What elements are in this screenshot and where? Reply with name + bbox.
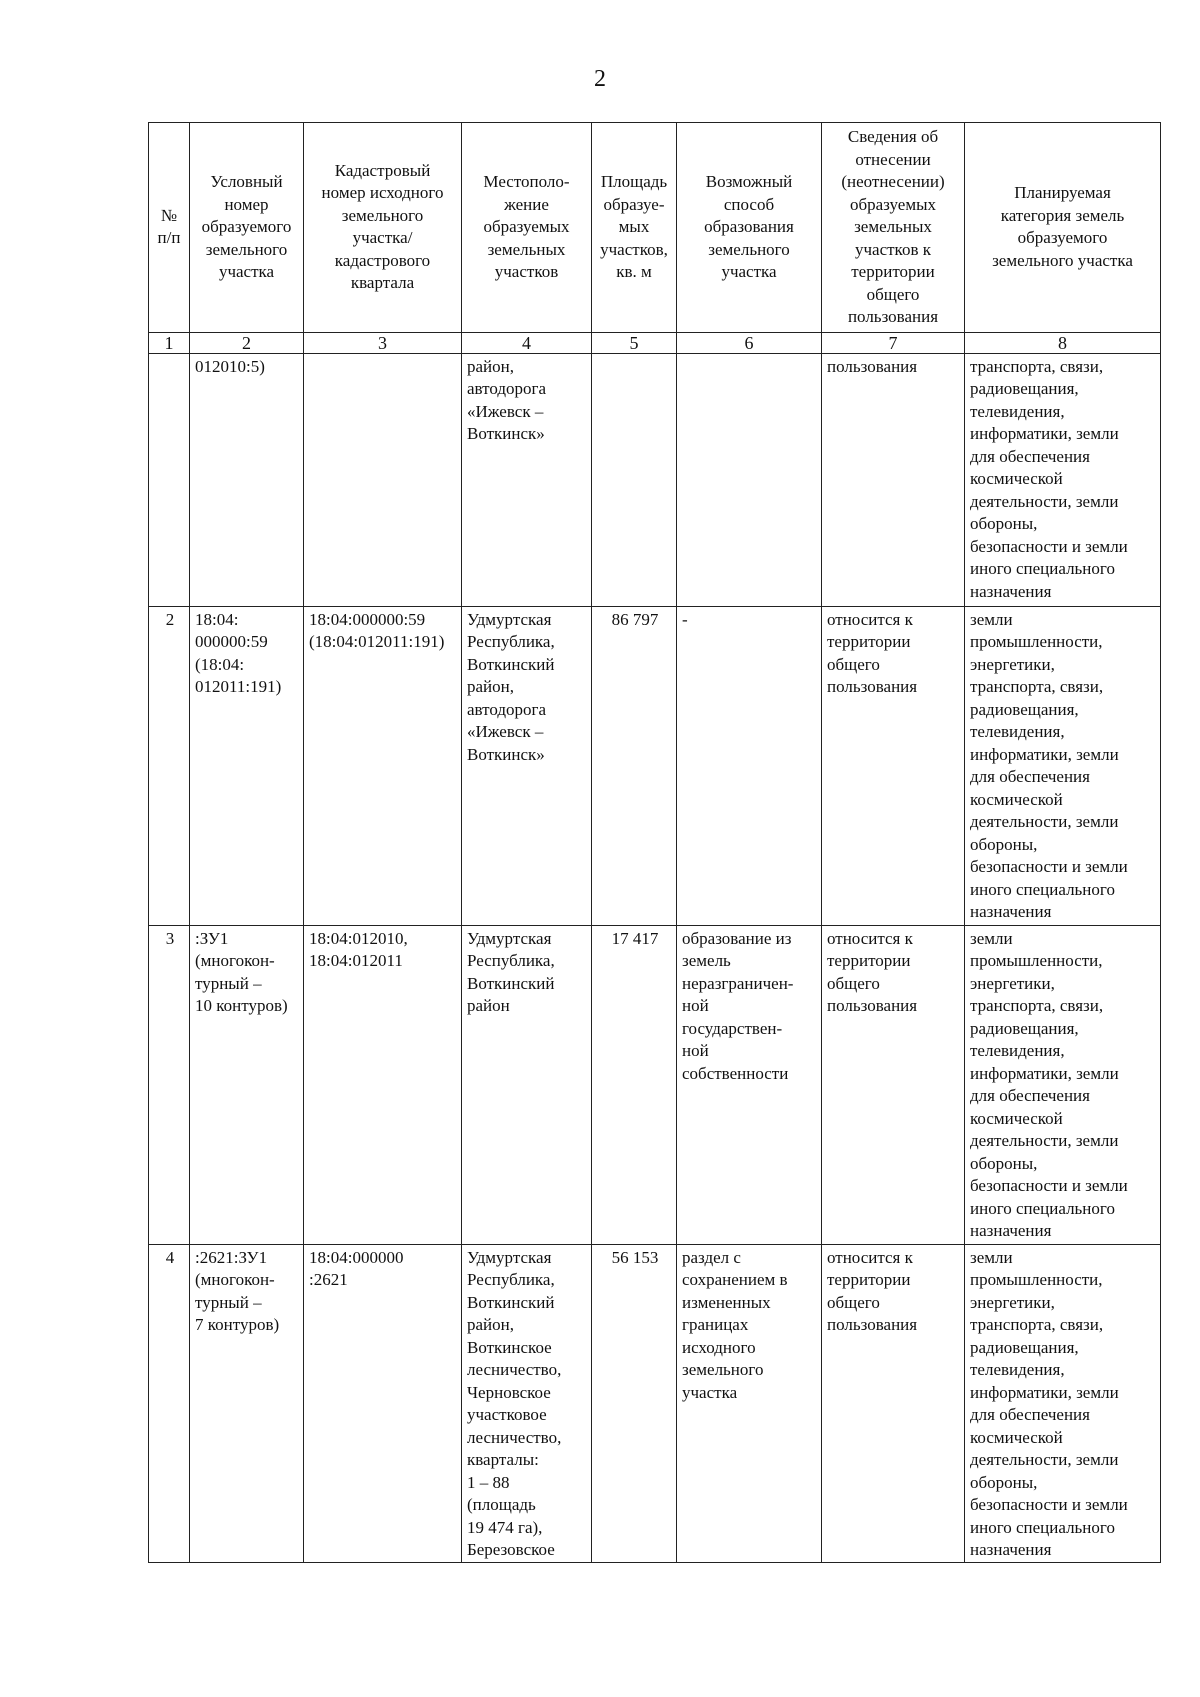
cell-text-line: участков к: [854, 239, 931, 259]
cell-text-line: территории: [851, 262, 935, 281]
cell-text-line: радиовещания,: [970, 379, 1079, 398]
cell-land-category: [965, 1244, 1161, 1562]
cell-text-line: иного специального: [970, 1517, 1115, 1537]
cell-text-line: кв. м: [616, 262, 652, 281]
column-number: 2: [190, 332, 304, 353]
cell-index: [149, 606, 190, 925]
cell-text-line: п/п: [157, 228, 181, 248]
cell-text-line: автодорога: [467, 699, 547, 719]
cell-text-line: образуемых: [849, 194, 937, 214]
cell-text-line: территории: [827, 951, 911, 970]
cell-text-line: энергетики,: [970, 654, 1055, 674]
cell-text-line: Кадастровый: [334, 160, 431, 180]
cell-text-line: 18:04:012011: [309, 951, 403, 970]
cell-text-line: (многокон-: [195, 951, 275, 970]
cell-text-line: территории: [827, 632, 911, 651]
cell-text-line: телевидения,: [970, 401, 1065, 421]
cell-text-line: назначения: [970, 1540, 1052, 1559]
cell-text-line: 18:04:000000:59: [309, 609, 426, 629]
cell-text-line: назначения: [970, 581, 1052, 601]
cell-text-line: земельных: [487, 239, 566, 259]
cell-text-line: участка/: [352, 228, 413, 248]
column-number: 6: [677, 332, 822, 353]
cell-text-line: (площадь: [467, 1495, 536, 1514]
cell-text-line: космической: [970, 1427, 1063, 1447]
cell-text-line: способ: [723, 194, 775, 214]
cell-text-line: для обеспечения: [970, 1086, 1090, 1105]
cell-text-line: (18:04:012011:191): [309, 632, 445, 651]
cell-text-line: 1 – 88: [467, 1472, 510, 1492]
cell-text-line: «Ижевск –: [467, 401, 544, 421]
cell-text-line: земли: [970, 1247, 1013, 1267]
cell-text-line: 18:04:012010,: [309, 928, 408, 948]
cell-text-line: общего: [827, 973, 880, 993]
cell-text-line: кварталы:: [467, 1450, 539, 1469]
cell-index: [149, 925, 190, 1244]
cell-text-line: радиовещания,: [970, 699, 1079, 719]
cell-text-line: 4: [165, 1247, 175, 1267]
cell-text-line: район,: [467, 1315, 514, 1334]
cell-text-line: для обеспечения: [970, 1405, 1090, 1424]
cell-text-line: телевидения,: [970, 1360, 1065, 1379]
cell-public-use: [822, 925, 965, 1244]
cell-text-line: назначения: [970, 1221, 1052, 1240]
column-number: 4: [462, 332, 592, 353]
cell-text-line: 17 417: [611, 928, 659, 948]
cell-text-line: промышленности,: [970, 1270, 1103, 1289]
header-cell-location: [462, 123, 592, 333]
header-row: [149, 123, 1161, 333]
cell-text-line: 19 474 га),: [467, 1517, 543, 1537]
cell-text-line: транспорта, связи,: [970, 677, 1104, 696]
page-number: 2: [594, 66, 606, 92]
cell-text-line: обороны,: [970, 1153, 1038, 1173]
cell-text-line: безопасности и земли: [970, 1176, 1128, 1195]
cell-text-line: 012010:5): [195, 356, 265, 376]
cell-location: [462, 353, 592, 606]
cell-text-line: «Ижевск –: [467, 722, 544, 741]
cell-text-line: район: [467, 996, 510, 1015]
cell-area: [592, 606, 677, 925]
cell-text-line: земельного: [682, 1360, 764, 1379]
cell-area: [592, 925, 677, 1244]
cell-text-line: космической: [970, 1108, 1063, 1128]
cell-text-line: 18:04:: [195, 609, 239, 629]
cell-text-line: участка: [218, 262, 275, 281]
cell-text-line: земли: [970, 928, 1013, 948]
cell-text-line: квартала: [350, 273, 415, 293]
cell-text-line: транспорта, связи,: [970, 356, 1104, 376]
cell-text-line: земель: [682, 951, 731, 970]
cell-text-line: информатики, земли: [970, 1063, 1119, 1083]
cell-text-line: Удмуртская: [467, 609, 552, 629]
cell-text-line: -: [682, 609, 688, 629]
cell-cadastral-number: [304, 606, 462, 925]
cell-text-line: номер исходного: [321, 183, 444, 203]
header-cell-plot-number: [190, 123, 304, 333]
cell-text-line: Площадь: [600, 172, 668, 191]
cell-text-line: (многокон-: [195, 1270, 275, 1289]
cell-text-line: пользования: [827, 356, 918, 376]
cell-text-line: космической: [970, 789, 1063, 809]
cell-text-line: иного специального: [970, 1198, 1115, 1218]
cell-text-line: образование из: [682, 928, 792, 948]
cell-text-line: исходного: [682, 1337, 756, 1357]
cell-text-line: Республика,: [467, 1270, 555, 1289]
cell-text-line: турный –: [195, 1292, 262, 1312]
cell-text-line: телевидения,: [970, 1041, 1065, 1060]
cell-text-line: лесничество,: [467, 1427, 562, 1447]
cell-text-line: 86 797: [611, 609, 659, 629]
cell-text-line: Воткинское: [467, 1337, 552, 1357]
cell-plot-number: [190, 925, 304, 1244]
cell-land-category: [965, 353, 1161, 606]
cell-text-line: раздел с: [682, 1247, 741, 1267]
cell-text-line: деятельности, земли: [970, 812, 1119, 831]
cell-text-line: радиовещания,: [970, 1337, 1079, 1357]
column-number-row: [149, 332, 1161, 353]
column-number: 5: [592, 332, 677, 353]
cell-text-line: участка: [682, 1382, 738, 1402]
cell-text-line: (неотнесении): [841, 172, 945, 191]
cell-text-line: территории: [827, 1270, 911, 1289]
cell-text-line: деятельности, земли: [970, 1131, 1119, 1150]
cell-public-use: [822, 353, 965, 606]
cell-text-line: Удмуртская: [467, 928, 552, 948]
cell-text-line: образуемого: [201, 217, 292, 236]
cell-text-line: категория земель: [1000, 205, 1125, 225]
cell-text-line: относится к: [827, 609, 913, 629]
cell-text-line: Возможный: [705, 172, 793, 191]
cell-text-line: общего: [827, 654, 880, 674]
cell-text-line: автодорога: [467, 379, 547, 398]
cell-text-line: турный –: [195, 973, 262, 993]
land-plots-table: [148, 122, 1161, 1563]
cell-text-line: транспорта, связи,: [970, 996, 1104, 1015]
cell-text-line: номер: [224, 194, 269, 214]
cell-formation-method: [677, 606, 822, 925]
cell-text-line: деятельности, земли: [970, 491, 1119, 511]
cell-text-line: пользования: [827, 1315, 918, 1334]
cell-text-line: земельного: [341, 205, 424, 225]
cell-text-line: 56 153: [611, 1247, 659, 1267]
cell-text-line: государствен-: [682, 1018, 783, 1038]
cell-text-line: отнесении: [855, 149, 931, 169]
cell-text-line: 7 контуров): [195, 1315, 280, 1334]
cell-text-line: Черновское: [467, 1382, 551, 1402]
cell-text-line: информатики, земли: [970, 1382, 1119, 1402]
cell-text-line: Республика,: [467, 632, 555, 651]
cell-cadastral-number: [304, 925, 462, 1244]
cell-text-line: информатики, земли: [970, 424, 1119, 443]
cell-cadastral-number: [304, 1244, 462, 1562]
table-row: [149, 353, 1161, 606]
cell-text-line: сохранением в: [682, 1270, 788, 1289]
cell-text-line: район,: [467, 356, 514, 376]
cell-public-use: [822, 1244, 965, 1562]
column-number: 8: [965, 332, 1161, 353]
cell-text-line: земельного: [205, 239, 288, 259]
cell-text-line: Удмуртская: [467, 1247, 552, 1267]
cell-text-line: безопасности и земли: [970, 857, 1128, 876]
cell-text-line: образуемого: [1017, 228, 1108, 248]
cell-text-line: относится к: [827, 928, 913, 948]
cell-text-line: промышленности,: [970, 632, 1103, 651]
cell-area: [592, 1244, 677, 1562]
cell-text-line: земельного: [708, 239, 790, 259]
cell-text-line: 3: [165, 928, 175, 948]
cell-text-line: относится к: [827, 1247, 913, 1267]
cell-text-line: 18:04:000000: [309, 1247, 404, 1267]
cell-text-line: обороны,: [970, 514, 1038, 533]
table-row: [149, 925, 1161, 1244]
cell-text-line: энергетики,: [970, 1292, 1055, 1312]
cell-text-line: радиовещания,: [970, 1018, 1079, 1038]
cell-text-line: иного специального: [970, 559, 1115, 578]
cell-text-line: ной: [682, 996, 709, 1015]
cell-text-line: участков,: [600, 239, 668, 259]
cell-text-line: Республика,: [467, 951, 555, 970]
cell-text-line: измененных: [682, 1292, 771, 1312]
column-number: 1: [149, 332, 190, 353]
cell-text-line: безопасности и земли: [970, 536, 1128, 556]
cell-text-line: земельного участка: [992, 250, 1133, 270]
cell-text-line: 10 контуров): [195, 996, 288, 1015]
cell-text-line: 012011:191): [195, 677, 282, 696]
column-number: 7: [822, 332, 965, 353]
header-cell-area: [592, 123, 677, 333]
cell-text-line: промышленности,: [970, 951, 1103, 970]
cell-index: [149, 353, 190, 606]
cell-text-line: образуемых: [483, 217, 570, 236]
table-row: [149, 1244, 1161, 1562]
cell-text-line: образуе-: [603, 194, 665, 214]
cell-text-line: образования: [704, 217, 794, 236]
cell-formation-method: [677, 925, 822, 1244]
cell-text-line: Условный: [210, 172, 283, 191]
cell-text-line: назначения: [970, 902, 1052, 921]
cell-text-line: обороны,: [970, 834, 1038, 854]
header-cell-formation-method: [677, 123, 822, 333]
cell-location: [462, 925, 592, 1244]
cell-area: [592, 353, 677, 606]
cell-text-line: :2621:ЗУ1: [195, 1247, 268, 1267]
cell-text-line: пользования: [827, 677, 918, 696]
cell-text-line: Местополо-: [483, 172, 570, 191]
cell-text-line: общего: [827, 1292, 880, 1312]
cell-text-line: Воткинск»: [467, 424, 545, 443]
cell-land-category: [965, 925, 1161, 1244]
column-number: 3: [304, 332, 462, 353]
cell-text-line: границах: [682, 1315, 749, 1334]
cell-text-line: Воткинский: [467, 1292, 555, 1312]
cell-text-line: жение: [504, 194, 549, 214]
cell-plot-number: [190, 353, 304, 606]
cell-cadastral-number: [304, 353, 462, 606]
cell-formation-method: [677, 1244, 822, 1562]
cell-text-line: лесничество,: [467, 1360, 562, 1379]
cell-index: [149, 1244, 190, 1562]
cell-location: [462, 1244, 592, 1562]
cell-text-line: информатики, земли: [970, 744, 1119, 764]
table-row: [149, 606, 1161, 925]
cell-land-category: [965, 606, 1161, 925]
cell-text-line: обороны,: [970, 1472, 1038, 1492]
header-cell-public-use: [822, 123, 965, 333]
cell-text-line: неразграничен-: [682, 973, 794, 993]
cell-text-line: пользования: [847, 307, 939, 326]
cell-text-line: участков: [494, 262, 559, 281]
cell-text-line: ной: [682, 1041, 709, 1060]
cell-formation-method: [677, 353, 822, 606]
cell-text-line: для обеспечения: [970, 767, 1090, 786]
cell-text-line: Сведения об: [847, 127, 939, 146]
cell-text-line: пользования: [827, 996, 918, 1015]
cell-text-line: кадастрового: [334, 250, 431, 270]
cell-text-line: транспорта, связи,: [970, 1315, 1104, 1334]
cell-text-line: земли: [970, 609, 1013, 629]
cell-text-line: общего: [866, 284, 920, 304]
cell-text-line: Планируемая: [1014, 183, 1111, 203]
header-cell-land-category: [965, 123, 1161, 333]
cell-text-line: мых: [618, 217, 650, 236]
cell-text-line: :2621: [309, 1270, 348, 1289]
header-cell-index: [149, 123, 190, 333]
cell-text-line: космической: [970, 469, 1063, 488]
cell-text-line: энергетики,: [970, 973, 1055, 993]
cell-text-line: (18:04:: [195, 654, 245, 674]
cell-plot-number: [190, 606, 304, 925]
cell-text-line: район,: [467, 677, 514, 696]
header-cell-cadastral-number: [304, 123, 462, 333]
cell-text-line: 000000:59: [195, 632, 268, 651]
cell-text-line: телевидения,: [970, 722, 1065, 741]
cell-location: [462, 606, 592, 925]
cell-text-line: участковое: [467, 1405, 547, 1424]
cell-text-line: :ЗУ1: [195, 928, 229, 948]
cell-text-line: собственности: [682, 1063, 789, 1083]
cell-plot-number: [190, 1244, 304, 1562]
cell-text-line: деятельности, земли: [970, 1450, 1119, 1469]
cell-text-line: Воткинский: [467, 654, 555, 674]
cell-text-line: для обеспечения: [970, 446, 1090, 466]
cell-text-line: Воткинск»: [467, 744, 545, 764]
cell-text-line: 2: [165, 609, 175, 629]
cell-text-line: Воткинский: [467, 973, 555, 993]
cell-text-line: Березовское: [467, 1540, 555, 1559]
cell-text-line: участка: [721, 262, 777, 281]
cell-text-line: безопасности и земли: [970, 1495, 1128, 1514]
cell-text-line: №: [160, 205, 178, 225]
cell-public-use: [822, 606, 965, 925]
cell-text-line: земельных: [854, 217, 932, 236]
cell-text-line: иного специального: [970, 879, 1115, 899]
